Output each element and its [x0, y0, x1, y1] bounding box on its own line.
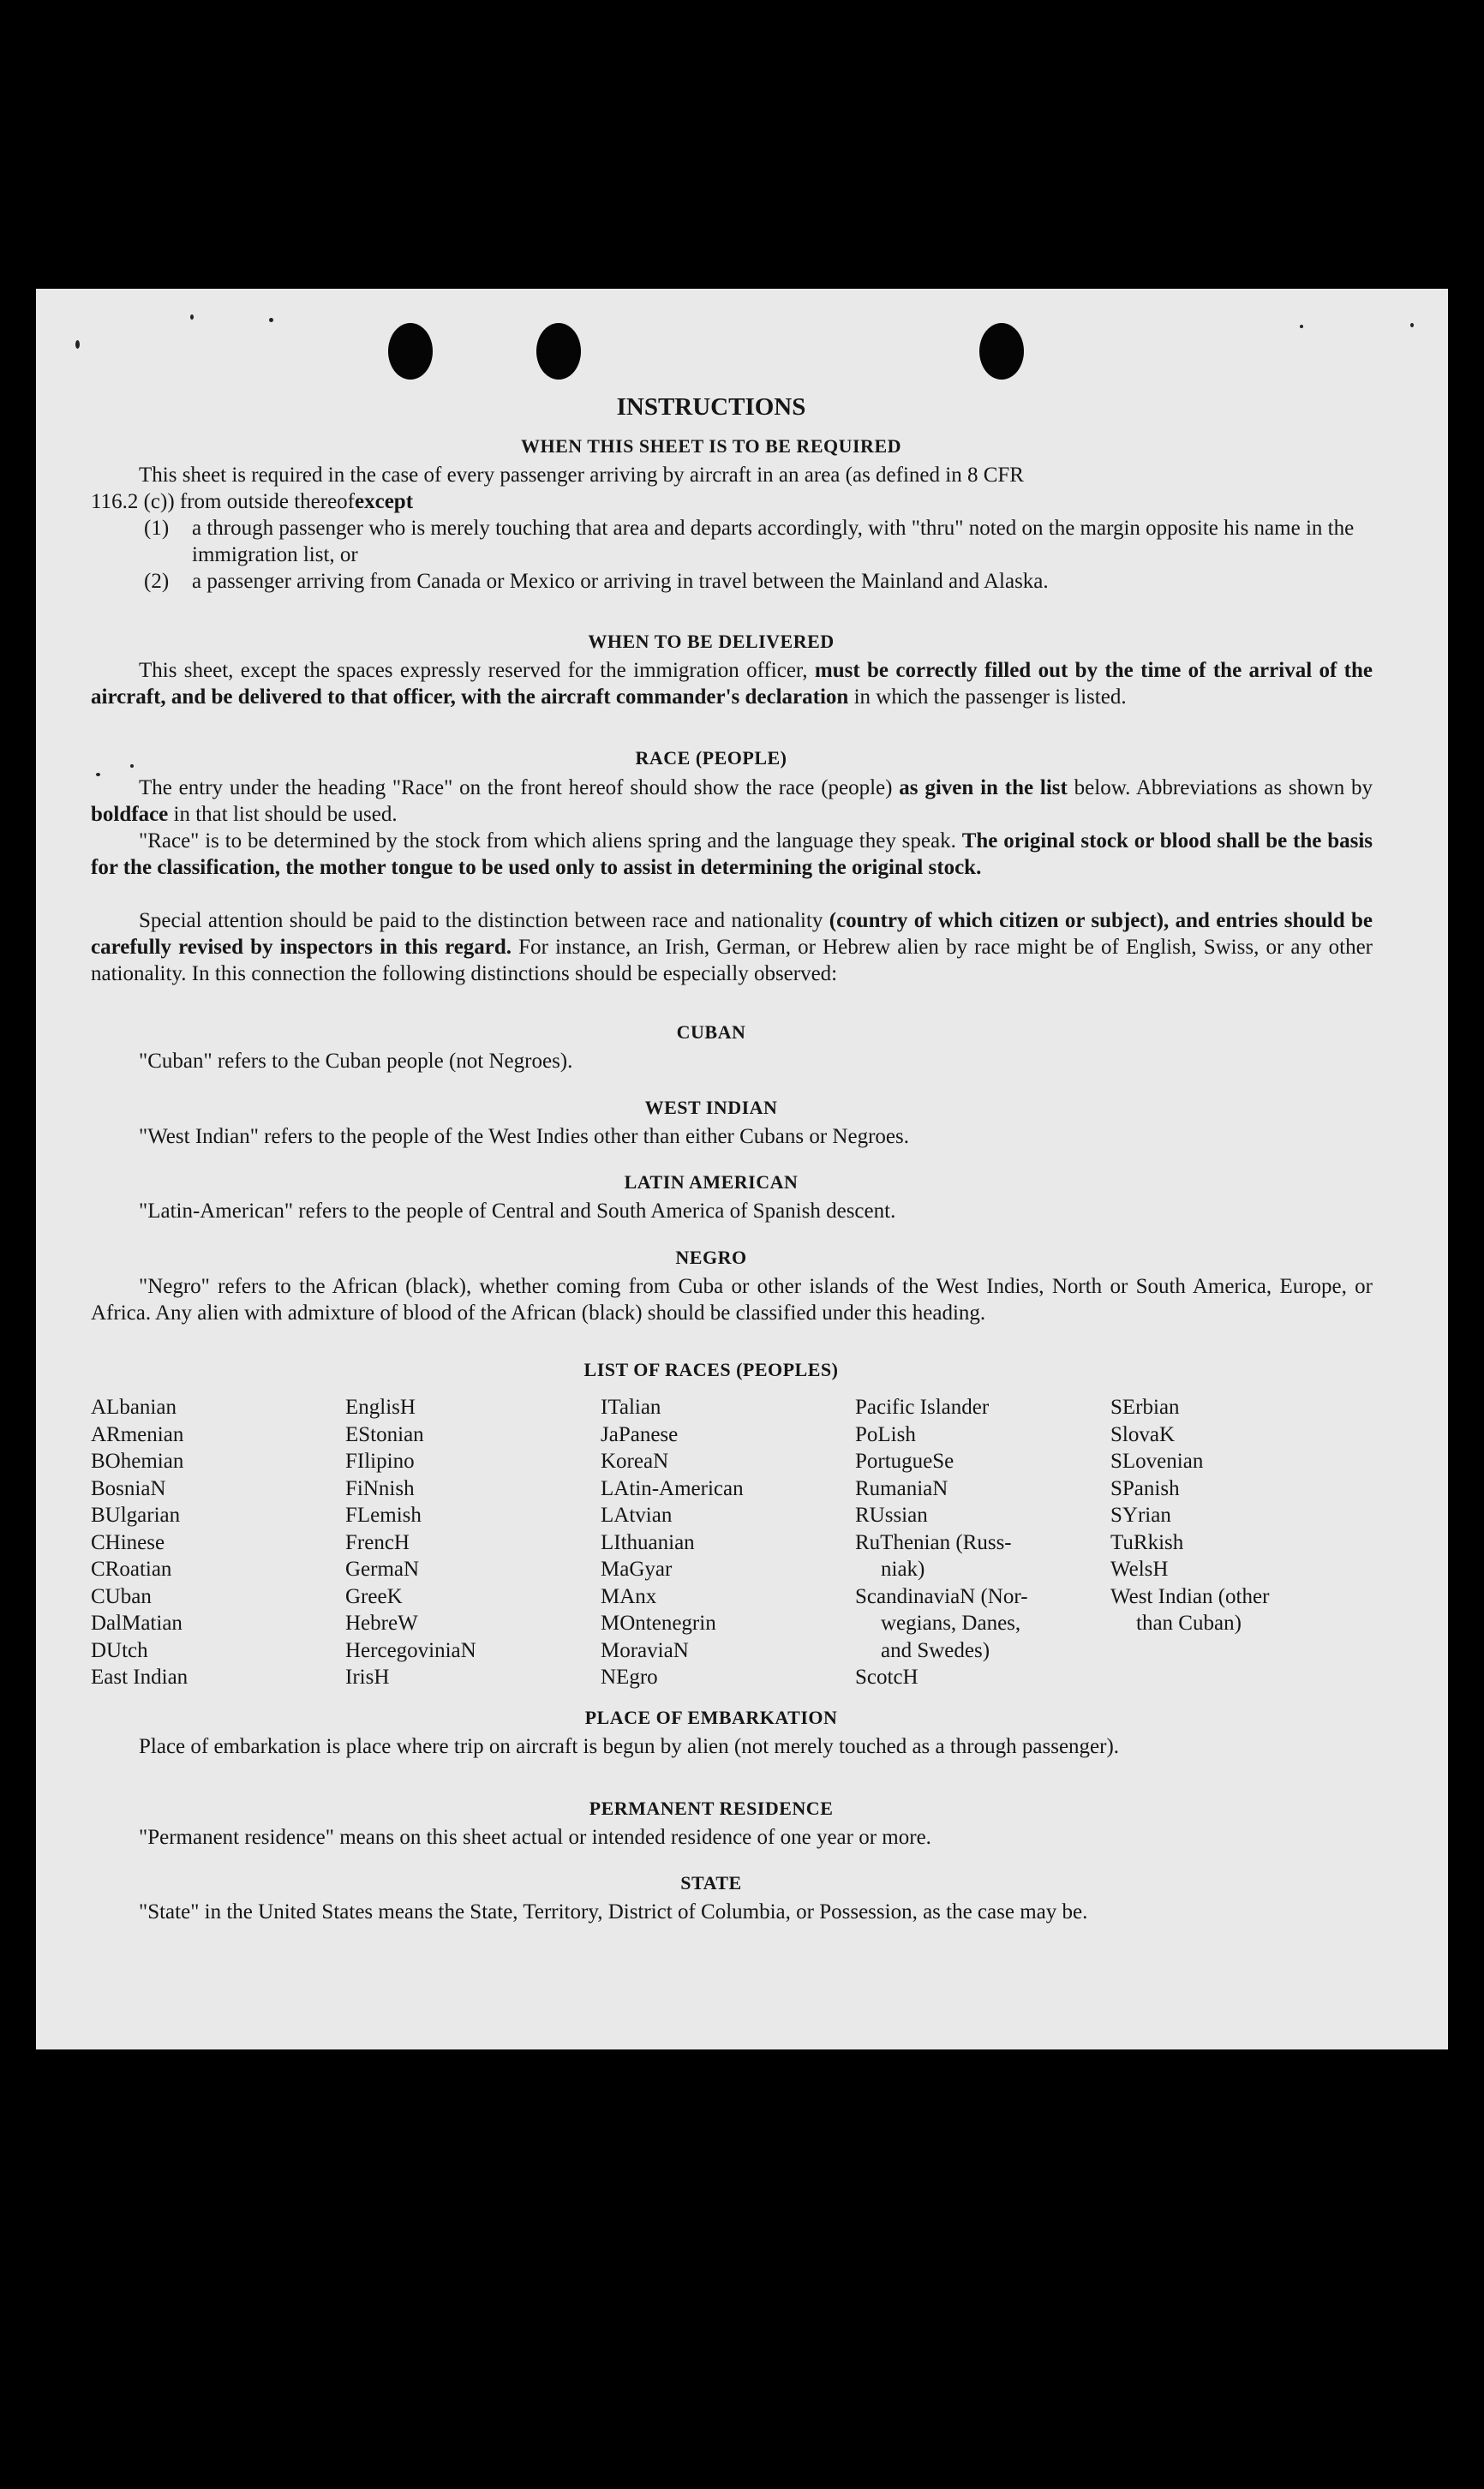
race-entry: ITalian — [601, 1396, 661, 1419]
race-entry: DalMatian — [91, 1612, 183, 1635]
required-text-line1: This sheet is required in the case of every passenger arriving by aircraft in an area (as defined in 8 CFR — [139, 464, 1024, 487]
race-paragraph-1 — [91, 775, 1373, 828]
race-paragraph-3 — [91, 907, 1373, 987]
delivered-bold: must be correctly filled out by the time of the arrival of the aircraft, and be delivered to that officer, with the aircraft commander's declaration — [91, 659, 1373, 709]
punch-hole — [979, 323, 1024, 380]
race-entry: MAnx — [601, 1584, 657, 1608]
embarkation-text: Place of embarkation is place where trip on aircraft is begun by alien (not merely touched as a through passenger). — [139, 1735, 1120, 1758]
heading-when-required: WHEN THIS SHEET IS TO BE REQUIRED — [520, 435, 902, 457]
race-entry: West Indian (other — [1110, 1584, 1270, 1608]
race-entry: ARmenian — [91, 1422, 184, 1446]
heading-permanent-residence: PERMANENT RESIDENCE — [589, 1798, 834, 1819]
scan-speck — [75, 340, 80, 349]
exception-text: a passenger arriving from Canada or Mexico or arriving in travel between the Mainland and Alaska. — [192, 570, 1049, 593]
race-entry: LAtin-American — [601, 1476, 744, 1500]
exception-item-1 — [144, 515, 1373, 568]
race-entry: WelsH — [1110, 1558, 1169, 1581]
exception-number: (1) — [144, 517, 170, 540]
race-entry: BOhemian — [91, 1450, 184, 1473]
race-entry: ALbanian — [91, 1396, 177, 1419]
race-entry: LIthuanian — [601, 1530, 695, 1554]
race-p1-bold: as given in the list — [899, 776, 1068, 799]
race-entry: GreeK — [345, 1584, 403, 1608]
races-column-4 — [855, 1394, 1028, 1691]
exception-number: (2) — [144, 570, 170, 593]
heading-when-delivered: WHEN TO BE DELIVERED — [588, 631, 835, 652]
race-entry: CUban — [91, 1584, 152, 1608]
race-entry: FrencH — [345, 1530, 410, 1554]
race-p1-text-2: below. Abbreviations as shown by — [1067, 776, 1373, 799]
race-entry: JaPanese — [601, 1422, 679, 1446]
punch-hole — [388, 323, 433, 380]
race-entry: DUtch — [91, 1638, 148, 1662]
race-entry: MaGyar — [601, 1558, 673, 1581]
punch-hole — [536, 323, 581, 380]
heading-race: RACE (PEOPLE) — [635, 747, 787, 769]
heading-place-of-embarkation: PLACE OF EMBARKATION — [584, 1707, 838, 1728]
scan-speck — [190, 314, 194, 320]
race-entry: LAtvian — [601, 1504, 673, 1527]
scan-speck — [1300, 325, 1303, 328]
race-entry: SPanish — [1110, 1476, 1180, 1500]
exception-item-2 — [144, 568, 1373, 595]
race-entry: IrisH — [345, 1666, 390, 1689]
race-paragraph-2 — [91, 828, 1373, 881]
race-entry: ScandinaviaN (Nor- — [855, 1584, 1028, 1608]
document-page — [36, 289, 1448, 2049]
races-column-2 — [345, 1394, 476, 1691]
delivered-text-end: in which the passenger is listed. — [848, 685, 1127, 709]
race-entry: RuThenian (Russ- — [855, 1530, 1012, 1554]
races-column-1 — [91, 1394, 188, 1691]
state-text: "State" in the United States means the State, Territory, District of Columbia, or Possession, as the case may be. — [139, 1900, 1088, 1924]
race-p1-boldface: boldface — [91, 803, 169, 826]
race-entry: RumaniaN — [855, 1476, 948, 1500]
race-entry: SlovaK — [1110, 1422, 1175, 1446]
race-p3-text-2: For instance, an Irish, German, or Hebrew alien by race might be of English, Swiss, or any other nationality. In this connection the following distinctions should be especially observed: — [91, 936, 1373, 985]
race-entry-continued: than Cuban) — [1136, 1612, 1242, 1635]
heading-list-of-races: LIST OF RACES (PEOPLES) — [583, 1359, 839, 1380]
race-entry: SLovenian — [1110, 1450, 1204, 1473]
heading-negro: NEGRO — [675, 1247, 747, 1268]
race-p3-bold: (country of which citizen or subject), and entries should be carefully revised by inspectors in this regard. — [91, 909, 1373, 959]
race-entry-continued: wegians, Danes, — [881, 1612, 1021, 1635]
race-entry: NEgro — [601, 1666, 658, 1689]
race-entry: FIlipino — [345, 1450, 415, 1473]
cuban-text: "Cuban" refers to the Cuban people (not Negroes). — [139, 1050, 573, 1073]
race-entry: ScotcH — [855, 1666, 919, 1689]
race-entry: FiNnish — [345, 1476, 415, 1500]
delivered-paragraph — [91, 657, 1373, 710]
race-entry: SYrian — [1110, 1504, 1171, 1527]
race-entry: BUlgarian — [91, 1504, 181, 1527]
heading-cuban: CUBAN — [676, 1021, 746, 1043]
heading-state: STATE — [680, 1872, 742, 1894]
residence-text: "Permanent residence" means on this sheet actual or intended residence of one year or more. — [139, 1826, 931, 1849]
west-indian-text: "West Indian" refers to the people of the West Indies other than either Cubans or Negroes. — [139, 1125, 909, 1148]
race-entry-continued: niak) — [881, 1558, 925, 1581]
negro-text: "Negro" refers to the African (black), whether coming from Cuba or other islands of the West Indies, North or South America, Europe, or Africa. Any alien with admixture of blood of the African (black) should be classified under this heading. — [91, 1275, 1373, 1325]
required-except: except — [355, 490, 414, 513]
race-entry: East Indian — [91, 1666, 188, 1689]
required-paragraph — [91, 462, 1373, 515]
race-entry: Pacific Islander — [855, 1396, 990, 1419]
race-p1-text: The entry under the heading "Race" on the front hereof should show the race (people) — [139, 776, 900, 799]
race-entry: PortugueSe — [855, 1450, 954, 1473]
race-entry: CHinese — [91, 1530, 165, 1554]
race-entry: PoLish — [855, 1422, 916, 1446]
race-entry: EnglisH — [345, 1396, 416, 1419]
race-p2-bold: The original stock or blood shall be the basis for the classification, the mother tongue to be used only to assist in determining the original stock. — [91, 829, 1373, 879]
race-entry: TuRkish — [1110, 1530, 1184, 1554]
scan-speck — [1410, 323, 1414, 327]
scan-speck — [269, 318, 273, 322]
race-entry: BosniaN — [91, 1476, 166, 1500]
race-entry: HebreW — [345, 1612, 418, 1635]
latin-american-text: "Latin-American" refers to the people of Central and South America of Spanish descent. — [139, 1200, 896, 1223]
heading-latin-american: LATIN AMERICAN — [624, 1171, 799, 1193]
race-entry: FLemish — [345, 1504, 422, 1527]
race-entry: GermaN — [345, 1558, 420, 1581]
required-text-line2: 116.2 (c)) from outside thereof — [91, 490, 355, 513]
race-entry: RUssian — [855, 1504, 928, 1527]
race-entry: MOntenegrin — [601, 1612, 716, 1635]
race-p2-text: "Race" is to be determined by the stock from which aliens spring and the language they speak. — [139, 829, 962, 853]
race-entry-continued: and Swedes) — [881, 1638, 990, 1662]
page-title: INSTRUCTIONS — [616, 393, 806, 421]
race-entry: CRoatian — [91, 1558, 172, 1581]
heading-west-indian: WEST INDIAN — [644, 1097, 778, 1118]
races-column-5 — [1110, 1394, 1269, 1637]
delivered-text: This sheet, except the spaces expressly reserved for the immigration officer, — [139, 659, 815, 682]
race-p1-text-3: in that list should be used. — [168, 803, 398, 826]
race-entry: KoreaN — [601, 1450, 669, 1473]
exception-text: a through passenger who is merely touching that area and departs accordingly, with "thru" noted on the margin opposite his name in the immigration list, or — [192, 517, 1355, 566]
race-entry: EStonian — [345, 1422, 424, 1446]
race-entry: HercegoviniaN — [345, 1638, 476, 1662]
races-column-3 — [601, 1394, 744, 1691]
race-entry: SErbian — [1110, 1396, 1180, 1419]
race-p3-text: Special attention should be paid to the distinction between race and nationality — [139, 909, 829, 932]
race-entry: MoraviaN — [601, 1638, 689, 1662]
